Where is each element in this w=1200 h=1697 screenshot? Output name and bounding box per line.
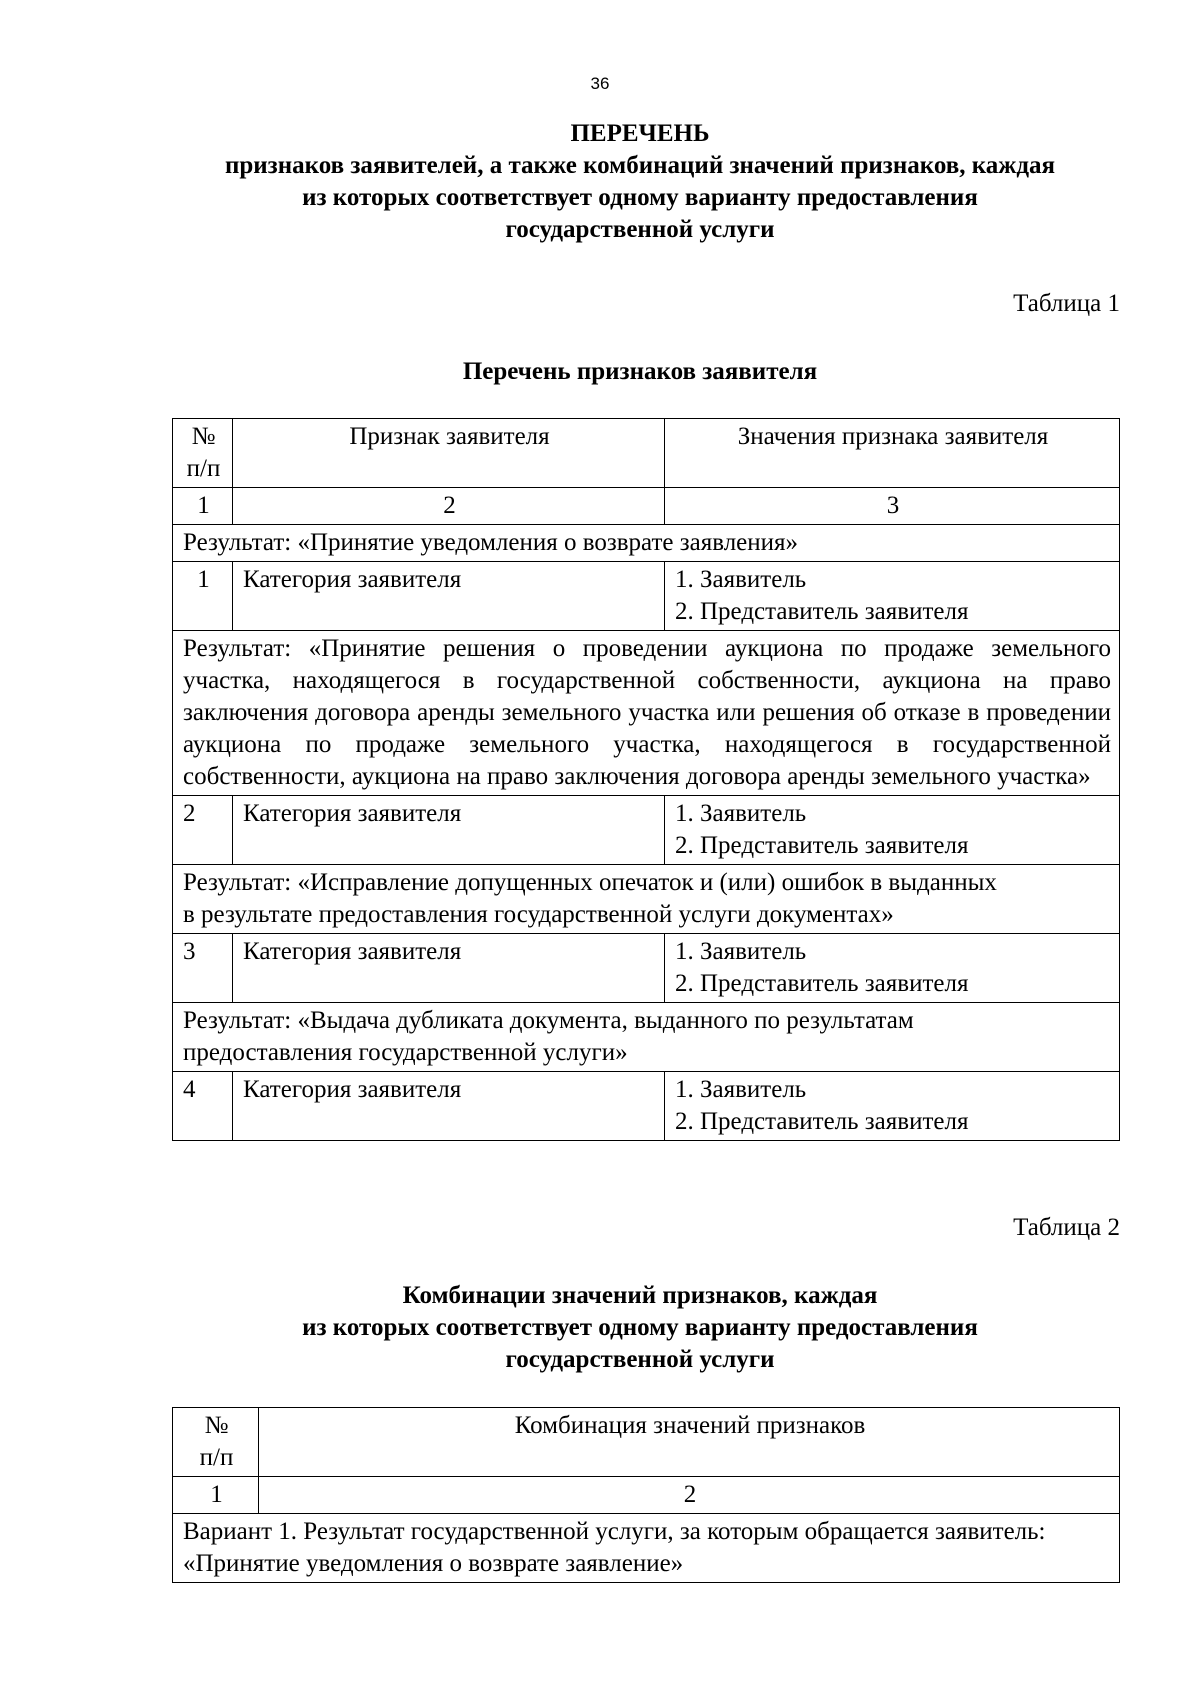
- table2-header-row: [173, 1408, 1120, 1477]
- title-subtitle-line-3: государственной услуги: [505, 216, 775, 243]
- value-item: 2. Представитель заявителя: [675, 1108, 969, 1135]
- value-item: 2. Представитель заявителя: [675, 970, 969, 997]
- table2-header-num: [173, 1408, 259, 1477]
- table1-header-row: [173, 419, 1120, 488]
- table2-variant-row: [173, 1514, 1120, 1583]
- table-cell: 2: [259, 1477, 1120, 1514]
- row-sign: Категория заявителя: [233, 796, 665, 865]
- page-number: 36: [590, 74, 610, 93]
- row-values: [665, 562, 1120, 631]
- table1-colnum-row: [173, 488, 1120, 525]
- result-cell: Результат: «Выдача дубликата документа, выданного по результатам предоставления государственной услуги»: [173, 1003, 1120, 1072]
- table1-result-row: [173, 525, 1120, 562]
- row-sign: Категория заявителя: [233, 562, 665, 631]
- row-values: [665, 934, 1120, 1003]
- table1-header-sign: Признак заявителя: [233, 419, 665, 488]
- row-number: 4: [173, 1072, 233, 1141]
- table-cell: 3: [665, 488, 1120, 525]
- table-row: [173, 562, 1120, 631]
- table1-result-row: [173, 865, 1120, 934]
- table-cell: 1: [173, 488, 233, 525]
- table-row: [173, 1072, 1120, 1141]
- table-cell: 1: [173, 1477, 259, 1514]
- table1-header-num: [173, 419, 233, 488]
- table1-result-row: [173, 631, 1120, 796]
- value-item: 2. Представитель заявителя: [675, 832, 969, 859]
- result-cell: Результат: «Принятие уведомления о возврате заявления»: [173, 525, 1120, 562]
- result-cell: Результат: «Принятие решения о проведении аукциона по продаже земельного участка, находящегося в государственной собственности, аукциона на право заключения договора аренды земельного участка или решения об отказе в проведении аукциона по продаже земельного участка, находящегося в государственной собственности, аукциона на право заключения договора аренды земельного участка»: [173, 631, 1120, 796]
- document-title: [160, 118, 1120, 246]
- row-number: 3: [173, 934, 233, 1003]
- header-num-pp: п/п: [199, 1444, 234, 1471]
- table1: [172, 418, 1120, 1141]
- row-number: 2: [173, 796, 233, 865]
- title-main: ПЕРЕЧЕНЬ: [570, 120, 710, 147]
- table2-title-line-3: государственной услуги: [505, 1346, 775, 1373]
- table1-header-values: Значения признака заявителя: [665, 419, 1120, 488]
- table2-colnum-row: [173, 1477, 1120, 1514]
- table-row: [173, 934, 1120, 1003]
- table-cell: 2: [233, 488, 665, 525]
- row-sign: Категория заявителя: [233, 1072, 665, 1141]
- table1-result-row: [173, 1003, 1120, 1072]
- title-subtitle-line-1: признаков заявителей, а также комбинаций значений признаков, каждая: [224, 152, 1056, 179]
- row-number: 1: [173, 562, 233, 631]
- table1-label: Таблица 1: [1013, 290, 1120, 317]
- table2-title-line-1: Комбинации значений признаков, каждая: [402, 1282, 878, 1309]
- row-sign: Категория заявителя: [233, 934, 665, 1003]
- row-values: [665, 796, 1120, 865]
- value-item: 1. Заявитель: [675, 938, 807, 965]
- table2-title-line-2: из которых соответствует одному варианту предоставления: [302, 1314, 978, 1341]
- value-item: 1. Заявитель: [675, 566, 807, 593]
- header-num-symbol: №: [191, 423, 216, 450]
- row-values: [665, 1072, 1120, 1141]
- table-row: [173, 796, 1120, 865]
- header-num-pp: п/п: [186, 455, 221, 482]
- title-subtitle-line-2: из которых соответствует одному варианту предоставления: [302, 184, 978, 211]
- table2-title: [160, 1280, 1120, 1376]
- value-item: 1. Заявитель: [675, 800, 807, 827]
- value-item: 2. Представитель заявителя: [675, 598, 969, 625]
- table2-label: Таблица 2: [1013, 1214, 1120, 1241]
- variant-cell: Вариант 1. Результат государственной услуги, за которым обращается заявитель: «Принятие уведомления о возврате заявление»: [173, 1514, 1120, 1583]
- result-cell: Результат: «Исправление допущенных опечаток и (или) ошибок в выданных в результате предоставления государственной услуги документах»: [173, 865, 1120, 934]
- table1-title: Перечень признаков заявителя: [462, 358, 818, 385]
- header-num-symbol: №: [204, 1412, 229, 1439]
- value-item: 1. Заявитель: [675, 1076, 807, 1103]
- table2: [172, 1407, 1120, 1583]
- table2-header-combination: Комбинация значений признаков: [259, 1408, 1120, 1477]
